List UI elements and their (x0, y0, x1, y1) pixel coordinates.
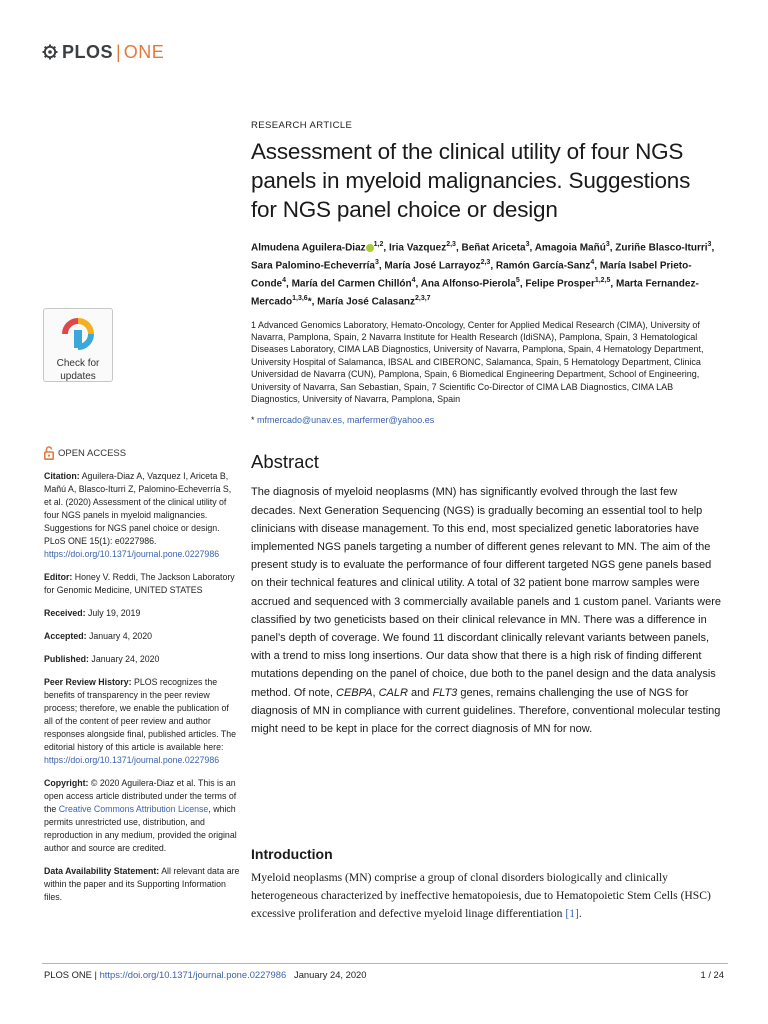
citation-text: Aguilera-Diaz A, Vazquez I, Ariceta B, Mañú A, Blasco-Iturri Z, Palomino-Echeverría S, et al. (2020) Assessment of the clinical utility of four NGS panels in myeloid malignancies. Suggestions for NGS panel choice or design. PLoS ONE 15(1): e0227986. (44, 471, 232, 546)
data-availability-text: All relevant data are within the paper and its Supporting Information files. (44, 866, 240, 902)
copyright-text-end: , which permits unrestricted use, distribution, and reproduction in any medium, provided the original author and source are credited. (44, 804, 237, 853)
footer-divider (42, 963, 728, 964)
footer-left (44, 969, 366, 980)
data-availability-label: Data Availability Statement: (44, 866, 160, 876)
check-for-updates-badge[interactable] (43, 308, 113, 382)
author-name[interactable]: María José Calasanz (317, 296, 415, 308)
accepted-date: January 4, 2020 (88, 631, 153, 641)
footer-date: January 24, 2020 (294, 969, 367, 980)
logo-one-text: ONE (123, 41, 165, 62)
author-affiliation-sup: 2,3 (446, 241, 456, 248)
author-affiliation-sup: 4 (590, 259, 595, 267)
received-date: July 19, 2019 (88, 608, 141, 618)
intro-end: . (578, 907, 582, 921)
author-name[interactable]: Zuriñe Blasco-Iturri (615, 242, 708, 254)
orcid-icon[interactable] (366, 244, 374, 252)
published-date: January 24, 2020 (91, 654, 160, 664)
received-label: Received: (44, 608, 86, 618)
email-links[interactable]: mfmercado@unav.es, marfermer@yahoo.es (257, 415, 435, 426)
author-list: Almudena Aguilera-Diaz $^{1,2}$, Iria Vazquez$^{2,3}$, Beñat Ariceta$^3$, Amagoia Mañú$^3$, Zuriñe Blasco-Iturri$^3$, Sara Palomino-Echeverría$^3$, María José Larrayoz$^{2,3}$, Ramón García-Sanz$^4$, María Isabel Prieto-Conde$^4$, María del Carmen Chillón$^4$, Ana Alfonso-Pierola$^5$, Felipe Prosper$^{1,2,5}$, Marta Fernandez-Mercado$^{1,3,6}$*, María José Calasanz$^{2,3,7}$ (251, 241, 715, 308)
author-affiliation-sup: 4 (282, 277, 287, 285)
article-sidebar (44, 446, 240, 914)
author-name[interactable]: Ramón García-Sanz (495, 260, 591, 272)
author-affiliation-sup: 2,3 (480, 259, 491, 267)
footer-doi-link[interactable]: https://doi.org/10.1371/journal.pone.0227986 (99, 969, 287, 980)
gene-calr: CALR (378, 686, 408, 699)
abstract-comma: , (372, 686, 376, 699)
citation-doi-link[interactable]: https://doi.org/10.1371/journal.pone.0227986 (44, 549, 220, 559)
introduction-text (251, 869, 721, 924)
author-name[interactable]: María del Carmen Chillón (291, 278, 412, 290)
author-affiliation-sup: 1,3,6 (292, 295, 308, 303)
abstract-heading: Abstract (251, 451, 319, 473)
gene-flt3: FLT3 (432, 686, 458, 699)
accepted-label: Accepted: (44, 631, 87, 641)
introduction-heading: Introduction (251, 846, 333, 862)
copyright-block (44, 777, 240, 855)
peer-review-text: PLOS recognizes the benefits of transparency in the peer review process; therefore, we enable the publication of all of the content of peer review and author responses alongside final, published articles. The editorial history of this article is available here: (44, 677, 237, 752)
open-lock-icon (44, 446, 54, 460)
peer-review-block (44, 676, 240, 767)
gene-cebpa: CEBPA (336, 686, 373, 699)
footer-sep: | (94, 969, 97, 980)
editor-label: Editor: (44, 572, 73, 582)
author-name[interactable]: Beñat Ariceta (461, 242, 526, 254)
footer-page-number: 1 / 24 (700, 969, 724, 980)
copyright-text: © 2020 Aguilera-Diaz et al. This is an open access article distributed under the terms of the (44, 778, 237, 814)
abstract-part1: The diagnosis of myeloid neoplasms (MN) has significantly evolved through the last few decades. Next Generation Sequencing (NGS) is gradually becoming an essential tool to help clinicians with disease management. To this end, most specialized genetic laboratories have implemented NGS panels targeting a number of different genes relevant to MN. The aim of the present study is to evaluate the performance of four different targeted NGS gene panels based on their technical features and clinical utility. A total of 32 patient bone marrow samples were accrued and sequenced with 3 commercially available panels and 1 custom panel. Variants were classified by two geneticists based on their clinical relevance in MN. There was a difference in panel’s depth of coverage. We found 11 discordant clinically relevant variants between panels, with a trend to miss long insertions. Our data show that there is a high risk of finding different mutations depending on the panel of choice, due both to the panel design and the data analysis method. Of note, (251, 486, 722, 699)
peer-review-link[interactable]: https://doi.org/10.1371/journal.pone.0227986 (44, 755, 220, 765)
data-availability-block (44, 865, 240, 904)
author-name[interactable]: Marta Fernandez-Mercado (251, 278, 699, 308)
footer-journal: PLOS ONE (44, 969, 92, 980)
author-name[interactable]: Iria Vazquez (388, 242, 447, 254)
article-type: RESEARCH ARTICLE (251, 120, 353, 131)
author-name[interactable]: Sara Palomino-Echeverría (251, 260, 375, 272)
badge-line2: updates (60, 371, 96, 382)
page-footer (44, 969, 724, 980)
author-affiliation-sup: 3 (707, 241, 712, 248)
editor-block (44, 571, 240, 597)
author-name[interactable]: Ana Alfonso-Pierola (420, 278, 516, 290)
author-affiliation-sup: 1,2,5 (594, 277, 611, 285)
editor-text: Honey V. Reddi, The Jackson Laboratory for Genomic Medicine, UNITED STATES (44, 572, 235, 595)
cc-license-link[interactable]: Creative Commons Attribution License (58, 804, 209, 814)
author-affiliation-sup: 3 (605, 241, 610, 248)
article-title: Assessment of the clinical utility of four NGS panels in myeloid malignancies. Suggestions for NGS panel choice or design (251, 139, 691, 222)
copyright-label: Copyright: (44, 778, 89, 788)
corresponding-star: * (251, 415, 255, 426)
author-affiliation-sup: 3 (525, 241, 530, 248)
citation-block (44, 470, 240, 561)
corresponding-author-star: * (307, 296, 312, 308)
peer-review-label: Peer Review History: (44, 677, 132, 687)
author-name[interactable]: Amagoia Mañú (534, 242, 606, 254)
badge-line1: Check for (56, 358, 100, 369)
logo-separator: | (116, 41, 121, 62)
crossmark-icon (61, 317, 95, 351)
abstract-text (251, 483, 721, 738)
author-affiliation-sup: 2,3,7 (415, 295, 431, 303)
accepted-block (44, 630, 240, 643)
logo-plos-text: PLOS (62, 41, 114, 62)
open-access-text: OPEN ACCESS (58, 447, 127, 459)
published-block (44, 653, 240, 666)
affiliations: 1 Advanced Genomics Laboratory, Hemato-Oncology, Center for Applied Medical Research (CIMA), University of Navarra, Pamplona, Spain, 2 Navarra Institute for Health Research (IdiSNA), Pamplona, Spain, 3 Hematological Diseases Laboratory, CIMA LAB Diagnostics, University of Navarra, Pamplona, Spain, 4 Hematology Department, University Hospital of Salamanca, IBSAL and CIBERONC, Salamanca, Spain, 5 Hematology Department, Clinica Universidad de Navarra (CUN), Pamplona, Spain, 6 Biomedical Engineering Department, School of Engineering, University of Navarra, San Sebastian, Spain, 7 Scientific Co-Director of CIMA LAB Diagnostics, CIMA LAB Diagnostics, University of Navarra, Pamplona, Spain (251, 319, 704, 404)
citation-label: Citation: (44, 471, 80, 481)
author-affiliation-sup: 5 (515, 277, 520, 285)
author-name[interactable]: Felipe Prosper (525, 278, 595, 290)
author-affiliation-sup: 3 (374, 259, 379, 267)
article-main (251, 120, 721, 738)
published-label: Published: (44, 654, 89, 664)
corresponding-emails (251, 415, 721, 425)
abstract-part2: genes, remains challenging the use of NGS for diagnosis of MN in compliance with current guidelines. Therefore, conventional molecular testing might need to be kept in place for the correct diagnosis of MN for now. (251, 686, 721, 735)
plos-gear-icon (42, 44, 58, 60)
intro-body: Myeloid neoplasms (MN) comprise a group of clonal disorders biologically and clinically heterogeneous characterized by ineffective hematopoiesis, due to Hematopoietic Stem Cells (HSC) excessive proliferation and defective myeloid linage differentiation (251, 871, 711, 921)
author-name[interactable]: Almudena Aguilera-Diaz (251, 242, 366, 254)
author-affiliation-sup: 1,2 (373, 241, 384, 248)
author-affiliation-sup: 4 (411, 277, 416, 285)
author-name[interactable]: María Isabel Prieto-Conde (251, 260, 692, 290)
plos-one-logo[interactable] (42, 40, 164, 64)
received-block (44, 607, 240, 620)
abstract-and: and (411, 686, 430, 699)
author-name[interactable]: María José Larrayoz (384, 260, 481, 272)
reference-link-1[interactable]: [1] (565, 907, 579, 921)
open-access-label (44, 446, 240, 460)
